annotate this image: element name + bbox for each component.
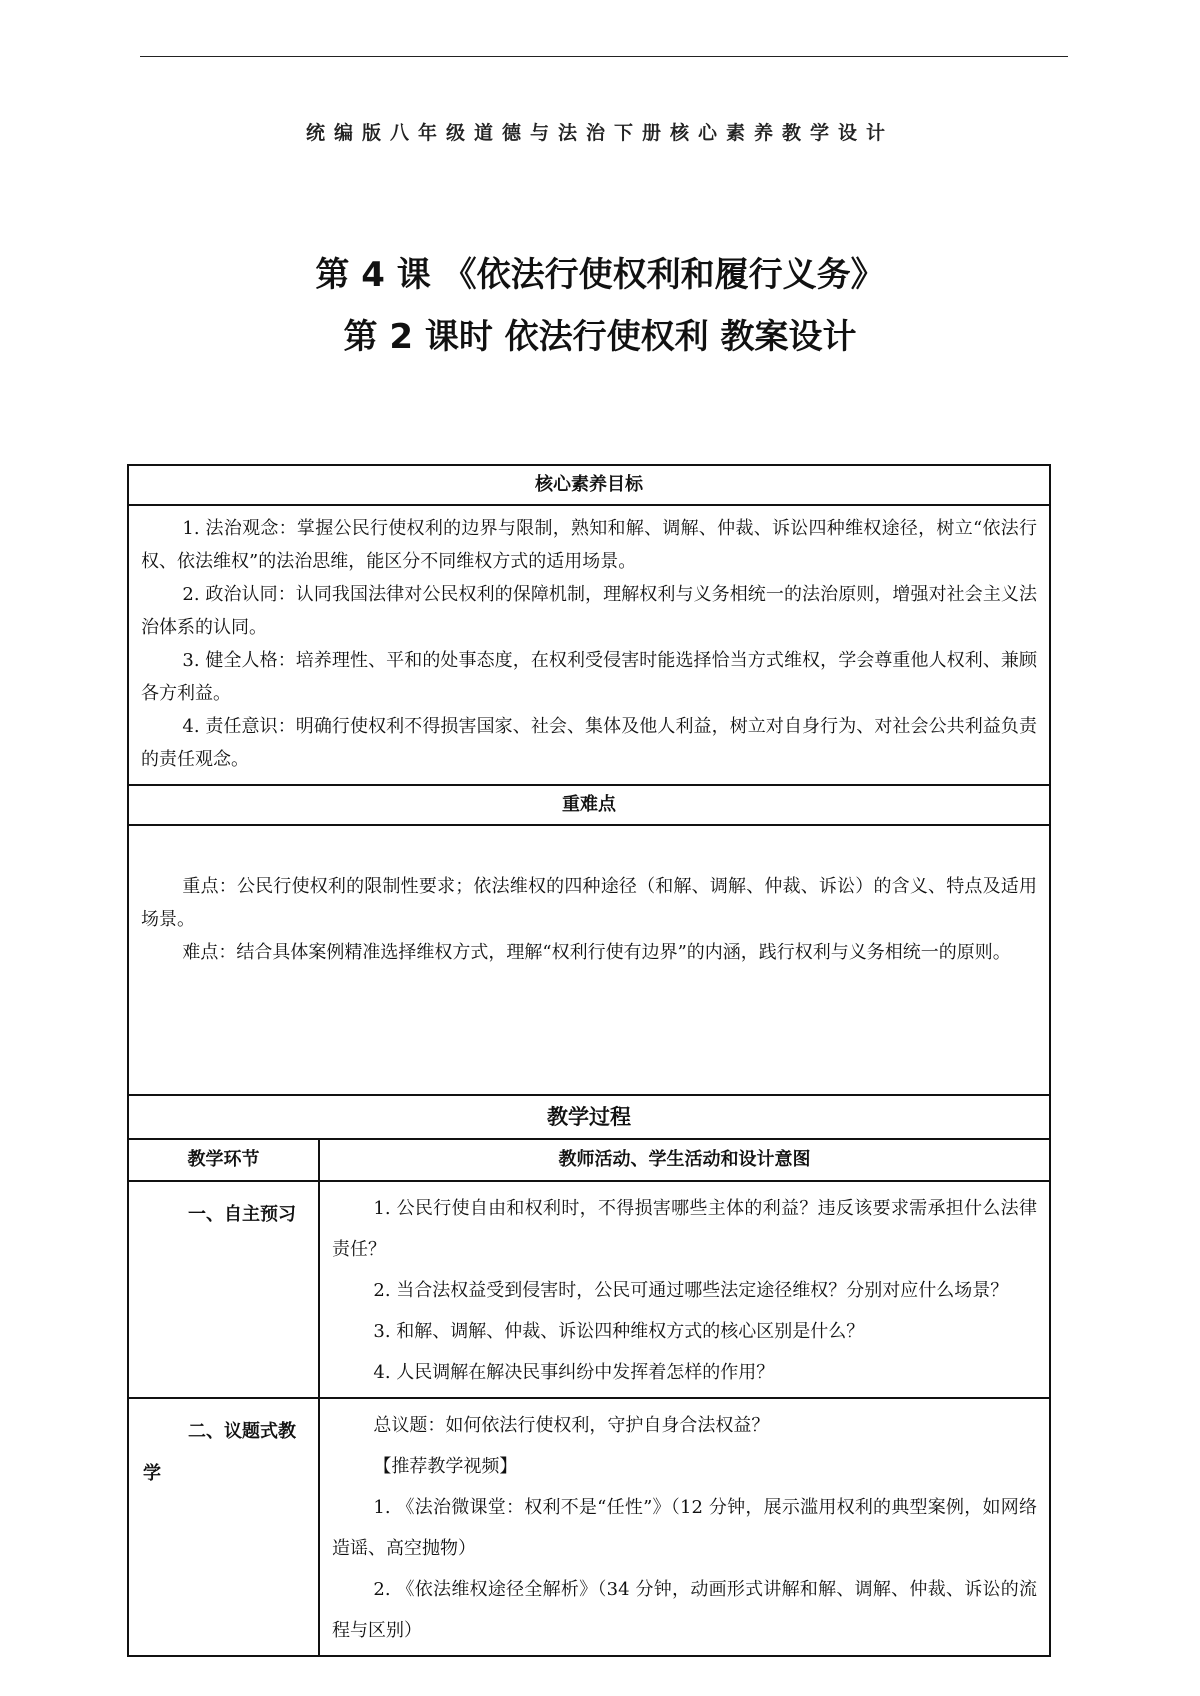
goal-item: 1. 法治观念：掌握公民行使权利的边界与限制，熟知和解、调解、仲裁、诉讼四种维权途径，树立“依法行权、依法维权”的法治思维，能区分不同维权方式的适用场景。 [141,518,1037,572]
video-heading: 【推荐教学视频】 [373,1456,518,1477]
stage-name: 一、自主预习 [188,1204,296,1225]
goals-content [128,505,1050,785]
header-rule [140,56,1068,57]
video-item: 2. 《依法维权途径全解析》（34 分钟，动画形式讲解和解、调解、仲裁、诉讼的流程与区别） [332,1579,1037,1641]
stage-column-header: 教学环节 [128,1139,319,1181]
series-header: 统编版八年级道德与法治下册核心素养教学设计 [305,122,894,144]
stage-topic-content [319,1398,1050,1656]
goals-heading: 核心素养目标 [128,465,1050,505]
lesson-subtitle: 第 2 课时 依法行使权利 教案设计 [343,317,857,357]
preview-question: 3. 和解、调解、仲裁、诉讼四种维权方式的核心区别是什么？ [373,1321,865,1342]
main-topic: 总议题：如何依法行使权利，守护自身合法权益？ [373,1415,770,1436]
lesson-title: 第 4 课 《依法行使权利和履行义务》 [315,255,885,295]
key-point: 重点：公民行使权利的限制性要求；依法维权的四种途径（和解、调解、仲裁、诉讼）的含义、特点及适用场景。 [141,876,1037,930]
preview-question: 4. 人民调解在解决民事纠纷中发挥着怎样的作用？ [373,1362,775,1383]
stage-topic-label [128,1398,319,1656]
stage-preview-content [319,1181,1050,1398]
preview-question: 2. 当合法权益受到侵害时，公民可通过哪些法定途径维权？分别对应什么场景？ [373,1280,1009,1301]
stage-preview-label [128,1181,319,1398]
activity-column-header: 教师活动、学生活动和设计意图 [319,1139,1050,1181]
difficult-point: 难点：结合具体案例精准选择维权方式，理解“权利行使有边界”的内涵，践行权利与义务相统一的原则。 [182,942,1011,963]
goal-item: 3. 健全人格：培养理性、平和的处事态度，在权利受侵害时能选择恰当方式维权，学会尊重他人权利、兼顾各方利益。 [141,650,1037,704]
goal-item: 4. 责任意识：明确行使权利不得损害国家、社会、集体及他人利益，树立对自身行为、对社会公共利益负责的责任观念。 [141,716,1037,770]
stage-name: 二、议题式教学 [143,1421,296,1484]
preview-question: 1. 公民行使自由和权利时，不得损害哪些主体的利益？违反该要求需承担什么法律责任？ [332,1198,1037,1260]
key-points-heading: 重难点 [128,785,1050,825]
video-item: 1. 《法治微课堂：权利不是“任性”》（12 分钟，展示滥用权利的典型案例，如网络造谣、高空抛物） [332,1497,1037,1559]
goal-item: 2. 政治认同：认同我国法律对公民权利的保障机制，理解权利与义务相统一的法治原则，增强对社会主义法治体系的认同。 [141,584,1037,638]
key-points-content [128,825,1050,1095]
lesson-plan-table [127,464,1051,1657]
process-heading: 教学过程 [128,1095,1050,1139]
